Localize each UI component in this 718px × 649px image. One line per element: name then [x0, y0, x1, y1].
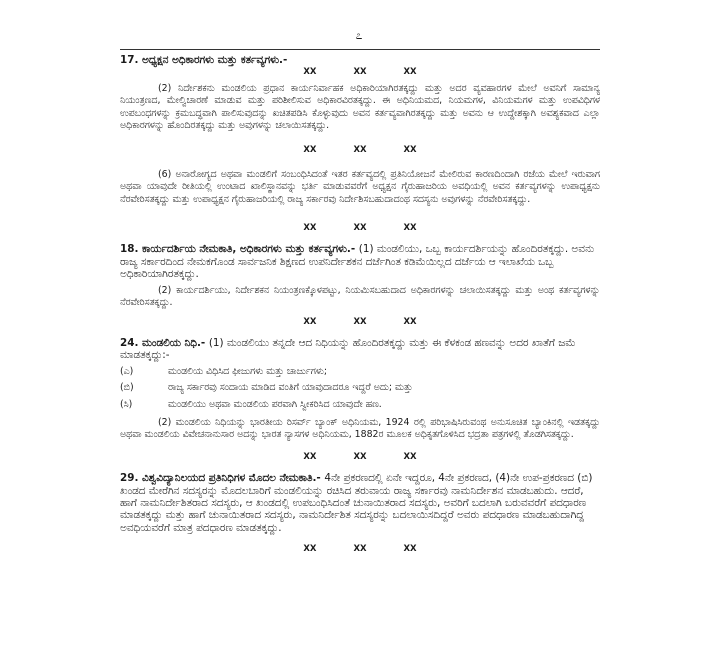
document-body [120, 54, 600, 556]
section-17-para-2: (2) ನಿರ್ದೇಶಕನು ಮಂಡಲಿಯ ಪ್ರಧಾನ ಕಾರ್ಯನಿರ್ವಾಹಕ ಅಧಿಕಾರಿಯಾಗಿರತಕ್ಕದ್ದು ಮತ್ತು ಅದರ ವ್ಯವಹಾರಗಳ ಮೇಲೆ ಅವನಿಗೆ ಸಾಮಾನ್ಯ ನಿಯಂತ್ರಣದ, ಮೇಲ್ವಿಚಾರಣೆ ಮಾಡುವ ಮತ್ತು ಪರಿಶೀಲಿಸುವ ಅಧಿಕಾರವಿರತಕ್ಕದ್ದು. ಈ ಅಧಿನಿಯಮದ, ನಿಯಮಗಳ, ವಿನಿಯಮಗಳ ಮತ್ತು ಉಪವಿಧಿಗಳ ಉಪಬಂಧಗಳನ್ನು ಕ್ರಮಬದ್ಧವಾಗಿ ಪಾಲಿಸುವುದನ್ನು ಖಚಿತಪಡಿಸಿ ಕೊಳ್ಳುವುದು ಅವನ ಕರ್ತವ್ಯವಾಗಿರತಕ್ಕದ್ದು ಮತ್ತು ಅವನು ಆ ಉದ್ದೇಶಕ್ಕಾಗಿ ಅವಶ್ಯಕವಾದ ಎಲ್ಲಾ ಅಧಿಕಾರಗಳನ್ನು ಹೊಂದಿರತಕ್ಕದ್ದು ಮತ್ತು ಅವುಗಳನ್ನು ಚಲಾಯಿಸತಕ್ಕದ್ದು. [120, 82, 600, 132]
section-18-para-2: (2) ಕಾರ್ಯದರ್ಶಿಯು, ನಿರ್ದೇಶಕನ ನಿಯಂತ್ರಣಕ್ಕೊಳಪಟ್ಟು, ನಿಯಮಿಸಬಹುದಾದ ಅಧಿಕಾರಗಳನ್ನು ಚಲಾಯಿಸತಕ್ಕದ್ದು ಮತ್ತು ಅಂಥ ಕರ್ತವ್ಯಗಳನ್ನು ನೆರವೇರಿಸತಕ್ಕದ್ದು. [120, 284, 600, 309]
list-item [120, 366, 600, 378]
section-18-heading [120, 243, 600, 280]
omission-marker: XX XX XX [303, 316, 417, 327]
section-29-body: 4ನೇ ಪ್ರಕರಣದಲ್ಲಿ ಏನೇ ಇದ್ದರೂ, 4ನೇ ಪ್ರಕರಣದ, (4)ನೇ ಉಪ-ಪ್ರಕರಣದ (ಬಿ) ಖಂಡದ ಮೇರೆಗಿನ ಸದಸ್ಯರನ್ನು ಮೊದಲಬಾರಿಗೆ ಮಂಡಲಿಯನ್ನು ರಚಿಸಿದ ತರುವಾಯ ರಾಜ್ಯ ಸರ್ಕಾರವು ನಾಮನಿರ್ದೇಶನ ಮಾಡಬಹುದು. ಆದರೆ, ಹಾಗೆ ನಾಮನಿರ್ದೇಶಿತರಾದ ಸದಸ್ಯರು, ಆ ಖಂಡದಲ್ಲಿ ಉಪಬಂಧಿಸಿದಂತೆ ಚುನಾಯಿತರಾದ ಸದಸ್ಯರು, ಅವರಿಗೆ ಬದಲಾಗಿ ಬರುವವರೆಗೆ ಪದಧಾರಣ ಮಾಡತಕ್ಕದ್ದು ಮತ್ತು ಹಾಗೆ ಚುನಾಯಿತರಾದ ಸದಸ್ಯರು, ನಾಮನಿರ್ದೇಶಿತ ಸದಸ್ಯರನ್ನು ಬದಲಾಯಿಸದಿದ್ದರೆ ಅವರು ಪದಧಾರಣ ಮಾಡಬಹುದಾಗಿದ್ದ ಅವಧಿಯವರೆಗೆ ಮಾತ್ರ ಪದಧಾರಣ ಮಾಡತಕ್ಕದ್ದು. [120, 472, 593, 534]
section-17-para-6: (6) ಅನಾರೋಗ್ಯದ ಅಥವಾ ಮಂಡಲಿಗೆ ಸಂಬಂಧಿಸಿದಂತೆ ಇತರ ಕರ್ತವ್ಯದಲ್ಲಿ ಪ್ರತಿನಿಯೋಜನೆ ಮೇಲಿರುವ ಕಾರಣದಿಂದಾಗಿ ರಜೆಯ ಮೇಲೆ ಇರುವಾಗ ಅಥವಾ ಯಾವುದೇ ರೀತಿಯಲ್ಲಿ ಉಂಟಾದ ಖಾಲಿಸ್ಥಾನವನ್ನು ಭರ್ತಿ ಮಾಡುವವರೆಗೆ ಅಧ್ಯಕ್ಷನ ಗೈರುಹಾಜರಿಯ ಅವಧಿಯಲ್ಲಿ ಅವನ ಕರ್ತವ್ಯಗಳನ್ನು ಉಪಾಧ್ಯಕ್ಷನು ನೆರವೇರಿಸತಕ್ಕದ್ದು ಮತ್ತು ಉಪಾಧ್ಯಕ್ಷನ ಗೈರುಹಾಜರಿಯಲ್ಲಿ ರಾಜ್ಯ ಸರ್ಕಾರವು ನಿರ್ದೇಶಿಸಬಹುದಾದಂಥ ಸದಸ್ಯನು ಅವುಗಳನ್ನು ನೆರವೇರಿಸತಕ್ಕದ್ದು. [120, 168, 600, 205]
section-18-title: 18. ಕಾರ್ಯದರ್ಶಿಯ ನೇಮಕಾತಿ, ಅಧಿಕಾರಗಳು ಮತ್ತು ಕರ್ತವ್ಯಗಳು.- [120, 243, 356, 256]
list-item-text: ಮಂಡಲಿಯು ಅಥವಾ ಮಂಡಲಿಯ ಪರವಾಗಿ ಸ್ವೀಕರಿಸಿದ ಯಾವುದೇ ಹಣ. [168, 398, 382, 410]
section-18-para-1: (1) ಮಂಡಲಿಯು, ಒಬ್ಬ ಕಾರ್ಯದರ್ಶಿಯನ್ನು ಹೊಂದಿರತಕ್ಕದ್ದು. ಅವನು ರಾಜ್ಯ ಸರ್ಕಾರದಿಂದ ನೇಮಕಗೊಂಡ ಸಾರ್ವಜನಿಕ ಶಿಕ್ಷಣದ ಉಪನಿರ್ದೇಶಕನ ದರ್ಜೆಗಿಂತ ಕಡಿಮೆಯಿಲ್ಲದ ದರ್ಜೆಯ ಆ ಇಲಾಖೆಯ ಒಬ್ಬ ಅಧಿಕಾರಿಯಾಗಿರತಕ್ಕದ್ದು. [120, 243, 595, 281]
page-number: ೭ [355, 28, 363, 42]
header-rule [120, 49, 600, 50]
omission-marker: XX XX XX [303, 223, 417, 234]
section-24-title: 24. ಮಂಡಲಿಯ ನಿಧಿ.- [120, 336, 206, 349]
omission-marker: XX XX XX [303, 145, 417, 156]
omission-marker: XX XX XX [303, 67, 417, 78]
section-24-heading [120, 337, 600, 362]
list-item [120, 399, 600, 411]
section-24-para-2: (2) ಮಂಡಲಿಯ ನಿಧಿಯನ್ನು ಭಾರತೀಯ ರಿಸರ್ವ್ ಬ್ಯಾಂಕ್ ಅಧಿನಿಯಮ, 1924 ರಲ್ಲಿ ಪರಿಭಾಷಿಸಿರುವಂಥ ಅನುಸೂಚಿತ ಬ್ಯಾಂಕಿನಲ್ಲಿ ಇಡತಕ್ಕದ್ದು ಅಥವಾ ಮಂಡಲಿಯ ವಿವೇಚನಾನುಸಾರ ಅದನ್ನು ಭಾರತ ನ್ಯಾಸಗಳ ಅಧಿನಿಯಮ, 1882ರ ಮೂಲಕ ಅಧಿಕೃತಗೊಳಿಸಿದ ಭದ್ರತಾ ಪತ್ರಗಳಲ್ಲಿ ತೊಡಗಿಸತಕ್ಕದ್ದು. [120, 416, 600, 441]
list-item-text: ರಾಜ್ಯ ಸರ್ಕಾರವು ಸಂದಾಯ ಮಾಡಿದ ವಂತಿಗೆ ಯಾವುದಾದರೂ ಇದ್ದರೆ ಅದು; ಮತ್ತು [168, 382, 413, 394]
omission-marker: XX XX XX [303, 451, 417, 462]
list-item-text: ಮಂಡಲಿಯ ವಿಧಿಸಿದ ಫೀಜುಗಳು ಮತ್ತು ಚಾರ್ಜುಗಳು; [168, 365, 328, 377]
section-29-heading [120, 472, 600, 534]
list-item-label: (ಸಿ) [120, 398, 133, 410]
list-item-label: (ಬಿ) [120, 382, 134, 394]
section-29-title: 29. ವಿಶ್ವವಿದ್ಯಾನಿಲಯದ ಪ್ರತಿನಿಧಿಗಳ ಮೊದಲ ನೇಮಕಾತಿ.- [120, 472, 321, 485]
section-24-para-1: (1) ಮಂಡಲಿಯು ತನ್ನದೇ ಆದ ನಿಧಿಯನ್ನು ಹೊಂದಿರತಕ್ಕದ್ದು ಮತ್ತು ಈ ಕೆಳಕಂಡ ಹಣವನ್ನು ಅದರ ಖಾತೆಗೆ ಜಮೆ ಮಾಡತಕ್ಕದ್ದು:- [120, 336, 576, 362]
omission-marker: XX XX XX [303, 544, 417, 555]
section-17-heading: 17. ಅಧ್ಯಕ್ಷನ ಅಧಿಕಾರಗಳು ಮತ್ತು ಕರ್ತವ್ಯಗಳು.- [120, 54, 288, 66]
list-item [120, 382, 600, 394]
list-item-label: (ಎ) [120, 365, 134, 377]
